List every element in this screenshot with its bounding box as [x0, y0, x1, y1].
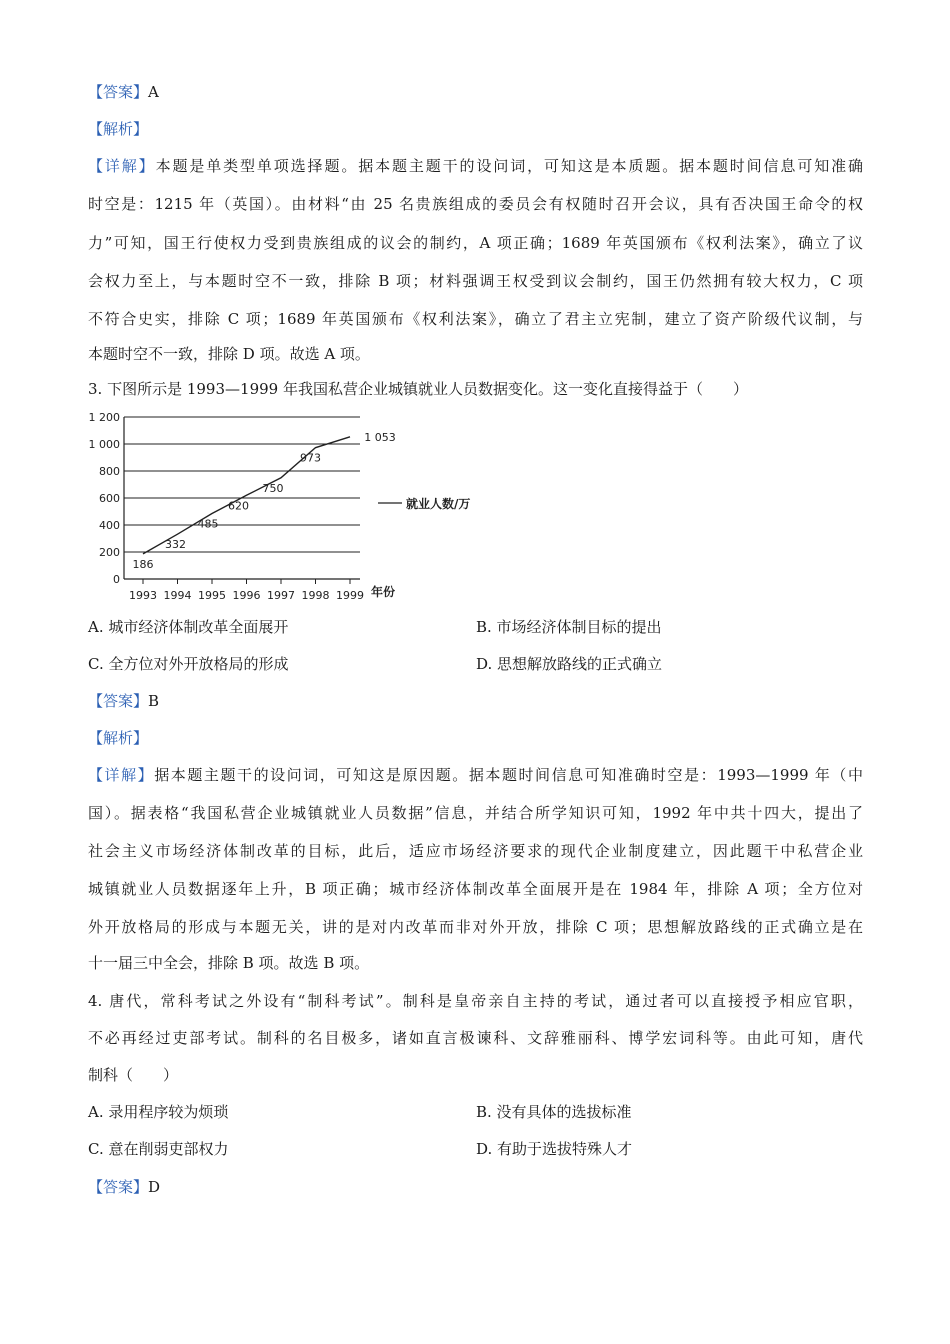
prev-detail-line-4: 会权力至上，与本题时空不一致，排除 B 项；材料强调王权受到议会制约，国王仍然拥有较大权力，C 项	[88, 272, 863, 290]
answer-value: D	[148, 1178, 161, 1196]
q3-option-d[interactable]: D. 思想解放路线的正式确立	[476, 655, 663, 673]
x-tick-label: 1997	[267, 589, 295, 602]
x-tick-label: 1994	[163, 589, 192, 602]
x-axis-label: 年份	[371, 585, 396, 599]
data-label: 1 053	[364, 430, 396, 444]
prev-detail-line-5: 不符合史实，排除 C 项；1689 年英国颁布《权利法案》，确立了君主立宪制，建立了资产阶级代议制，与	[88, 310, 863, 328]
q3-analysis-tag: 【解析】	[88, 729, 149, 747]
q3-stem: 3. 下图所示是 1993—1999 年我国私营企业城镇就业人员数据变化。这一变化直接得益于（ ）	[88, 380, 748, 398]
q4-stem-line-2: 不必再经过吏部考试。制科的名目极多，诸如直言极谏科、文辞雅丽科、博学宏词科等。由此可知，唐代	[88, 1029, 863, 1047]
y-tick-label: 1 000	[88, 438, 120, 451]
prev-detail-line-3: 力”可知，国王行使权力受到贵族组成的议会的制约，A 项正确；1689 年英国颁布《权利法案》，确立了议	[88, 234, 863, 252]
answer-tag: 【答案】	[88, 83, 149, 101]
y-tick-label: 800	[99, 465, 120, 478]
prev-analysis-tag: 【解析】	[88, 120, 149, 138]
x-tick-label: 1993	[129, 589, 157, 602]
detail-tag: 【详解】	[88, 766, 155, 784]
prev-detail-line-2: 时空是：1215 年（英国）。由材料“由 25 名贵族组成的委员会有权随时召开会议，具有否决国王命令的权	[88, 195, 863, 213]
chart-data-labels	[133, 431, 396, 571]
q3-detail-line-6: 十一届三中全会，排除 B 项。故选 B 项。	[88, 954, 370, 972]
chart-x-ticks	[129, 579, 364, 602]
q4-stem-line-1: 4. 唐代，常科考试之外设有“制科考试”。制科是皇帝亲自主持的考试，通过者可以直接授予相应官职，	[88, 992, 863, 1010]
data-label: 973	[300, 451, 321, 465]
q3-detail-line-2: 国）。据表格“我国私营企业城镇就业人员数据”信息，并结合所学知识可知，1992 年中共十四大，提出了	[88, 804, 863, 822]
q4-option-d[interactable]: D. 有助于选拔特殊人才	[476, 1140, 633, 1158]
q3-answer	[88, 690, 159, 712]
y-tick-label: 0	[113, 573, 120, 586]
q3-detail-line-4: 城镇就业人员数据逐年上升，B 项正确；城市经济体制改革全面展开是在 1984 年，排除 A 项；全方位对	[88, 880, 863, 898]
data-label: 186	[132, 557, 154, 571]
answer-value: B	[148, 692, 160, 710]
q3-option-c[interactable]: C. 全方位对外开放格局的形成	[88, 655, 289, 673]
y-tick-label: 200	[99, 546, 120, 559]
q4-answer	[88, 1176, 160, 1198]
q4-stem-line-3: 制科（ ）	[88, 1066, 179, 1084]
q4-option-b[interactable]: B. 没有具体的选拔标准	[476, 1103, 632, 1121]
x-tick-label: 1996	[232, 589, 261, 602]
x-tick-label: 1998	[301, 589, 330, 602]
chart-y-ticks	[89, 411, 121, 586]
q3-option-a[interactable]: A. 城市经济体制改革全面展开	[88, 618, 289, 636]
prev-detail-line-6: 本题时空不一致，排除 D 项。故选 A 项。	[88, 345, 370, 363]
q4-option-c[interactable]: C. 意在削弱吏部权力	[88, 1140, 229, 1158]
y-tick-label: 400	[99, 519, 120, 532]
employment-line-chart	[88, 405, 508, 610]
q3-detail-line-5: 外开放格局的形成与本题无关，讲的是对内改革而非对外开放，排除 C 项；思想解放路线的正式确立是在	[88, 918, 863, 936]
x-tick-label: 1995	[198, 589, 226, 602]
y-tick-label: 600	[99, 492, 120, 505]
detail-tag: 【详解】	[88, 157, 156, 175]
x-tick-label: 1999	[336, 589, 364, 602]
data-label: 485	[197, 517, 219, 531]
q4-option-a[interactable]: A. 录用程序较为烦琐	[88, 1103, 229, 1121]
q3-detail-line-3: 社会主义市场经济体制改革的目标，此后，适应市场经济要求的现代企业制度建立，因此题干中私营企业	[88, 842, 863, 860]
q3-option-b[interactable]: B. 市场经济体制目标的提出	[476, 618, 662, 636]
answer-value: A	[148, 83, 159, 101]
prev-detail-line-1: 【详解】本题是单类型单项选择题。据本题主题干的设问词，可知这是本质题。据本题时间信息可知准确	[88, 157, 863, 175]
answer-tag: 【答案】	[88, 1178, 149, 1196]
y-tick-label: 1 200	[88, 411, 120, 424]
legend-label: 就业人数/万	[406, 497, 471, 511]
data-label: 620	[228, 499, 249, 513]
data-label: 750	[262, 481, 284, 495]
answer-tag: 【答案】	[88, 692, 149, 710]
data-label: 332	[165, 538, 186, 552]
q3-detail-line-1: 【详解】据本题主题干的设问词，可知这是原因题。据本题时间信息可知准确时空是：1993—1999 年（中	[88, 766, 863, 784]
prev-answer	[88, 81, 159, 103]
